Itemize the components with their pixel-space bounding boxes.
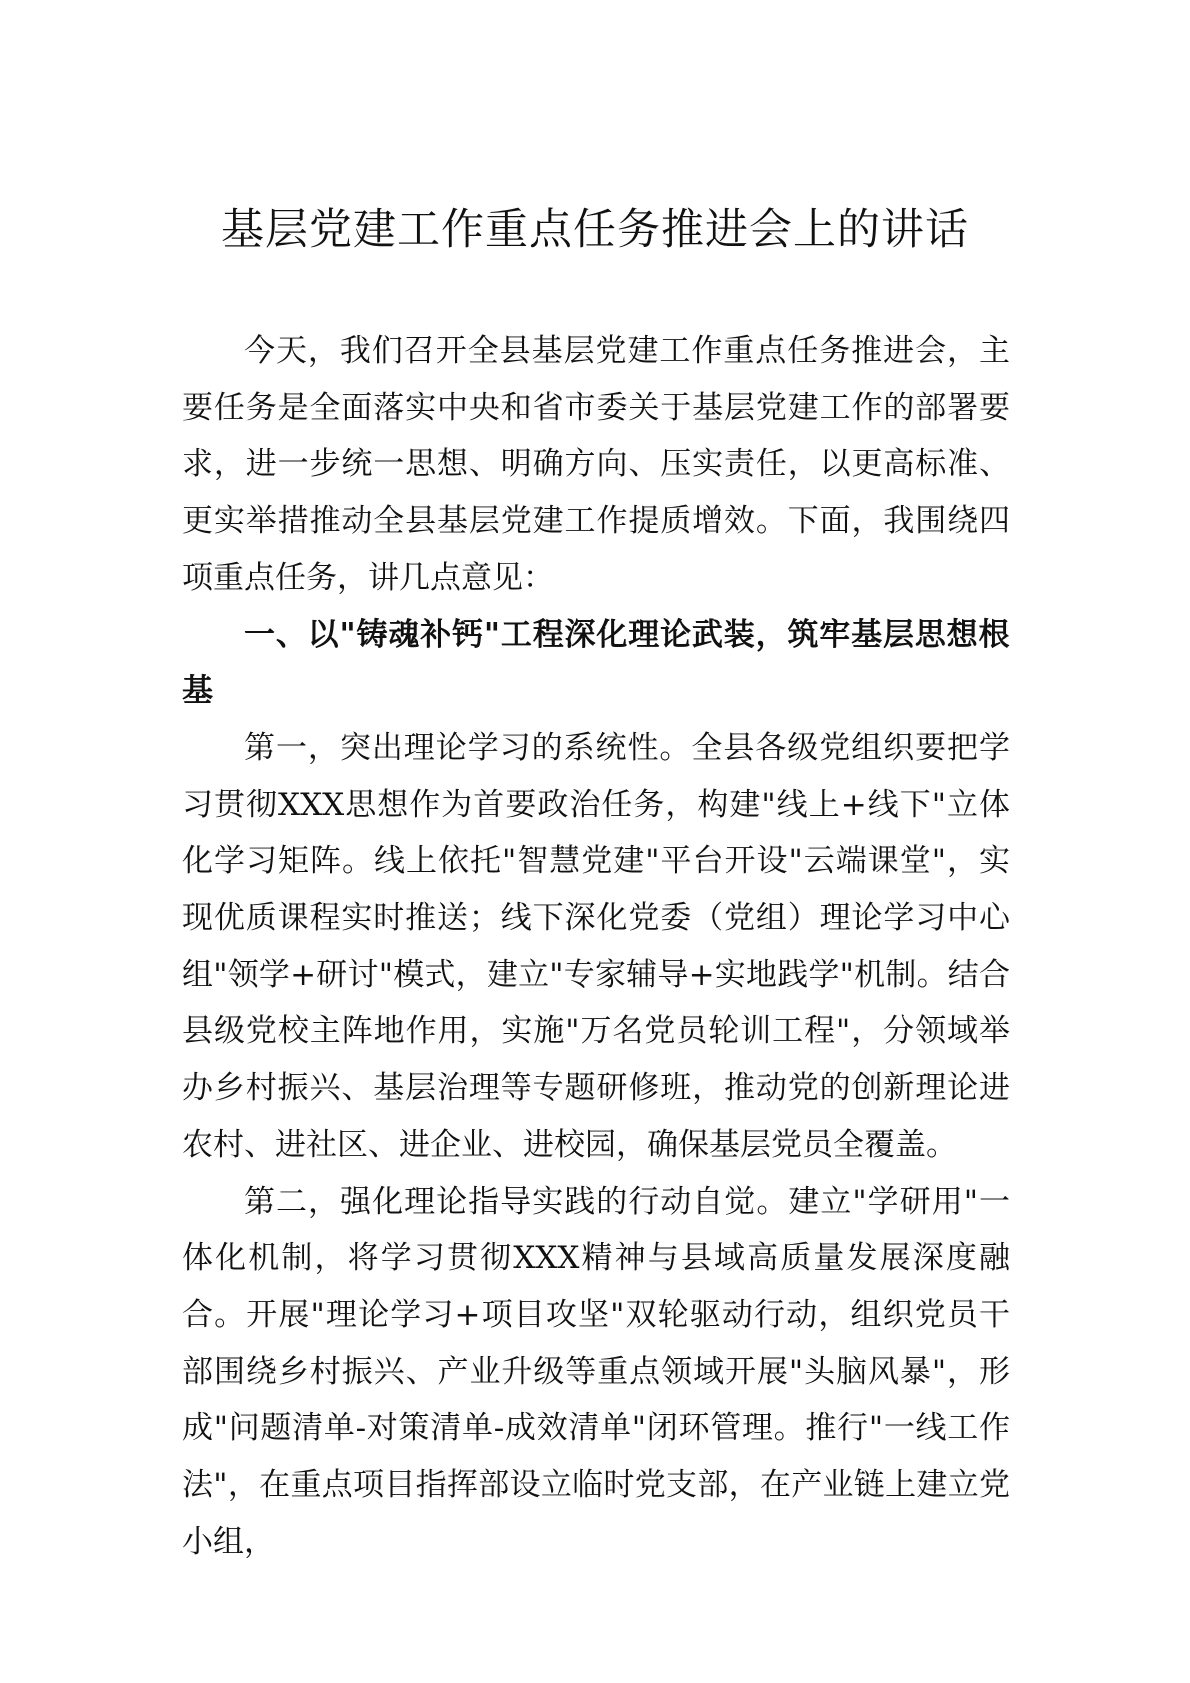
- body-paragraph-second: 第二，强化理论指导实践的行动自觉。建立"学研用"一体化机制，将学习贯彻XXX精神与县域高质量发展深度融合。开展"理论学习+项目攻坚"双轮驱动行动，组织党员干部围绕乡村振兴、产业升级等重点领域开展"头脑风暴"，形成"问题清单-对策清单-成效清单"闭环管理。推行"一线工作法"，在重点项目指挥部设立临时党支部，在产业链上建立党小组，: [182, 1183, 1010, 1560]
- section-heading-1: 一、以"铸魂补钙"工程深化理论武装，筑牢基层思想根基: [182, 616, 1010, 710]
- document-title: 基层党建工作重点任务推进会上的讲话: [221, 205, 969, 255]
- intro-paragraph: 今天，我们召开全县基层党建工作重点任务推进会，主要任务是全面落实中央和省市委关于基层党建工作的部署要求，进一步统一思想、明确方向、压实责任，以更高标准、更实举措推动全县基层党建工作提质增效。下面，我围绕四项重点任务，讲几点意见：: [182, 333, 1010, 596]
- document-body: [182, 323, 1010, 1570]
- body-paragraph-first: 第一，突出理论学习的系统性。全县各级党组织要把学习贯彻XXX思想作为首要政治任务，构建"线上+线下"立体化学习矩阵。线上依托"智慧党建"平台开设"云端课堂"，实现优质课程实时推送；线下深化党委（党组）理论学习中心组"领学+研讨"模式，建立"专家辅导+实地践学"机制。结合县级党校主阵地作用，实施"万名党员轮训工程"，分领域举办乡村振兴、基层治理等专题研修班，推动党的创新理论进农村、进社区、进企业、进校园，确保基层党员全覆盖。: [182, 729, 1010, 1163]
